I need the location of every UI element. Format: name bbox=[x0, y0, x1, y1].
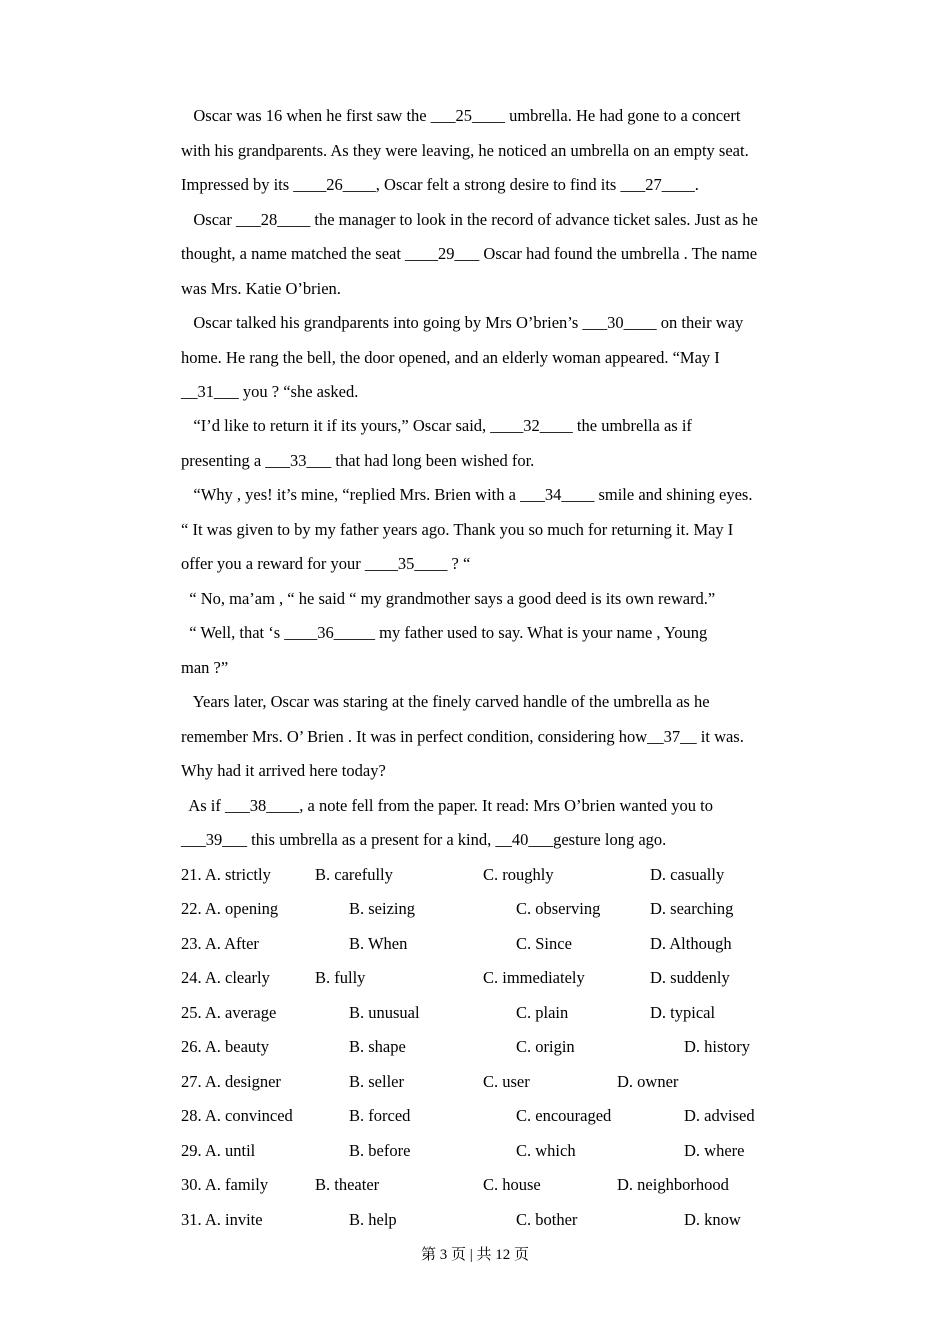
question-28-option-b: B. forced bbox=[349, 1106, 411, 1125]
question-30-option-b: B. theater bbox=[315, 1175, 380, 1194]
question-22-option-c: C. observing bbox=[516, 899, 601, 918]
passage-line: Oscar talked his grandparents into going by Mrs O’brien’s ___30____ on their way bbox=[181, 313, 744, 332]
question-22-option-a: 22. A. opening bbox=[181, 899, 279, 918]
question-30-option-a: 30. A. family bbox=[181, 1175, 269, 1194]
passage-line: man ?” bbox=[181, 658, 229, 677]
passage-line: home. He rang the bell, the door opened, and an elderly woman appeared. “May I bbox=[181, 348, 720, 367]
passage-line: Impressed by its ____26____, Oscar felt a strong desire to find its ___27____. bbox=[181, 175, 699, 194]
question-29-option-c: C. which bbox=[516, 1141, 576, 1160]
question-24-option-a: 24. A. clearly bbox=[181, 968, 270, 987]
passage-line: ___39___ this umbrella as a present for a kind, __40___gesture long ago. bbox=[181, 830, 667, 849]
question-27-option-b: B. seller bbox=[349, 1072, 404, 1091]
question-23-option-d: D. Although bbox=[650, 934, 732, 953]
question-27-option-c: C. user bbox=[483, 1072, 530, 1091]
question-28-option-d: D. advised bbox=[684, 1106, 755, 1125]
question-22-option-d: D. searching bbox=[650, 899, 734, 918]
question-31-option-d: D. know bbox=[684, 1210, 741, 1229]
passage-line: “ Well, that ‘s ____36_____ my father used to say. What is your name , Young bbox=[181, 623, 708, 642]
question-25-option-b: B. unusual bbox=[349, 1003, 420, 1022]
question-26-option-a: 26. A. beauty bbox=[181, 1037, 269, 1056]
question-23-option-a: 23. A. After bbox=[181, 934, 259, 953]
question-25-option-a: 25. A. average bbox=[181, 1003, 277, 1022]
question-23-option-c: C. Since bbox=[516, 934, 572, 953]
question-31-option-c: C. bother bbox=[516, 1210, 578, 1229]
question-30-option-c: C. house bbox=[483, 1175, 541, 1194]
question-29-option-b: B. before bbox=[349, 1141, 411, 1160]
passage-line: presenting a ___33___ that had long been wished for. bbox=[181, 451, 535, 470]
passage-line: Oscar was 16 when he first saw the ___25____ umbrella. He had gone to a concert bbox=[181, 106, 741, 125]
question-21-option-c: C. roughly bbox=[483, 865, 554, 884]
passage-line: offer you a reward for your ____35____ ? “ bbox=[181, 554, 471, 573]
question-21-option-d: D. casually bbox=[650, 865, 725, 884]
passage-line: “I’d like to return it if its yours,” Oscar said, ____32____ the umbrella as if bbox=[181, 416, 692, 435]
passage-line: thought, a name matched the seat ____29___ Oscar had found the umbrella . The name bbox=[181, 244, 758, 263]
question-22-option-b: B. seizing bbox=[349, 899, 415, 918]
question-24-option-d: D. suddenly bbox=[650, 968, 730, 987]
question-28-option-c: C. encouraged bbox=[516, 1106, 612, 1125]
page-footer: 第 3 页 | 共 12 页 bbox=[420, 1247, 529, 1263]
passage-line: As if ___38____, a note fell from the paper. It read: Mrs O’brien wanted you to bbox=[181, 796, 713, 815]
question-21-option-a: 21. A. strictly bbox=[181, 865, 271, 884]
passage-line: “Why , yes! it’s mine, “replied Mrs. Brien with a ___34____ smile and shining eyes. bbox=[181, 485, 753, 504]
question-31-option-b: B. help bbox=[349, 1210, 397, 1229]
passage-line: Why had it arrived here today? bbox=[181, 761, 386, 780]
question-27-option-a: 27. A. designer bbox=[181, 1072, 281, 1091]
passage-line: “ It was given to by my father years ago. Thank you so much for returning it. May I bbox=[181, 520, 734, 539]
passage-line: with his grandparents. As they were leaving, he noticed an umbrella on an empty seat. bbox=[181, 141, 749, 160]
question-23-option-b: B. When bbox=[349, 934, 408, 953]
question-28-option-a: 28. A. convinced bbox=[181, 1106, 293, 1125]
passage-line: was Mrs. Katie O’brien. bbox=[181, 279, 341, 298]
question-29-option-d: D. where bbox=[684, 1141, 745, 1160]
question-26-option-b: B. shape bbox=[349, 1037, 406, 1056]
passage-line: __31___ you ? “she asked. bbox=[181, 382, 359, 401]
question-24-option-c: C. immediately bbox=[483, 968, 585, 987]
question-25-option-c: C. plain bbox=[516, 1003, 569, 1022]
question-24-option-b: B. fully bbox=[315, 968, 366, 987]
question-30-option-d: D. neighborhood bbox=[617, 1175, 729, 1194]
passage-line: remember Mrs. O’ Brien . It was in perfect condition, considering how__37__ it was. bbox=[181, 727, 744, 746]
question-31-option-a: 31. A. invite bbox=[181, 1210, 263, 1229]
question-27-option-d: D. owner bbox=[617, 1072, 679, 1091]
question-26-option-d: D. history bbox=[684, 1037, 750, 1056]
question-29-option-a: 29. A. until bbox=[181, 1141, 256, 1160]
question-25-option-d: D. typical bbox=[650, 1003, 716, 1022]
passage-line: Oscar ___28____ the manager to look in the record of advance ticket sales. Just as he bbox=[181, 210, 758, 229]
passage-line: Years later, Oscar was staring at the finely carved handle of the umbrella as he bbox=[181, 692, 710, 711]
question-26-option-c: C. origin bbox=[516, 1037, 575, 1056]
question-21-option-b: B. carefully bbox=[315, 865, 393, 884]
passage-line: “ No, ma’am , “ he said “ my grandmother says a good deed is its own reward.” bbox=[181, 589, 716, 608]
